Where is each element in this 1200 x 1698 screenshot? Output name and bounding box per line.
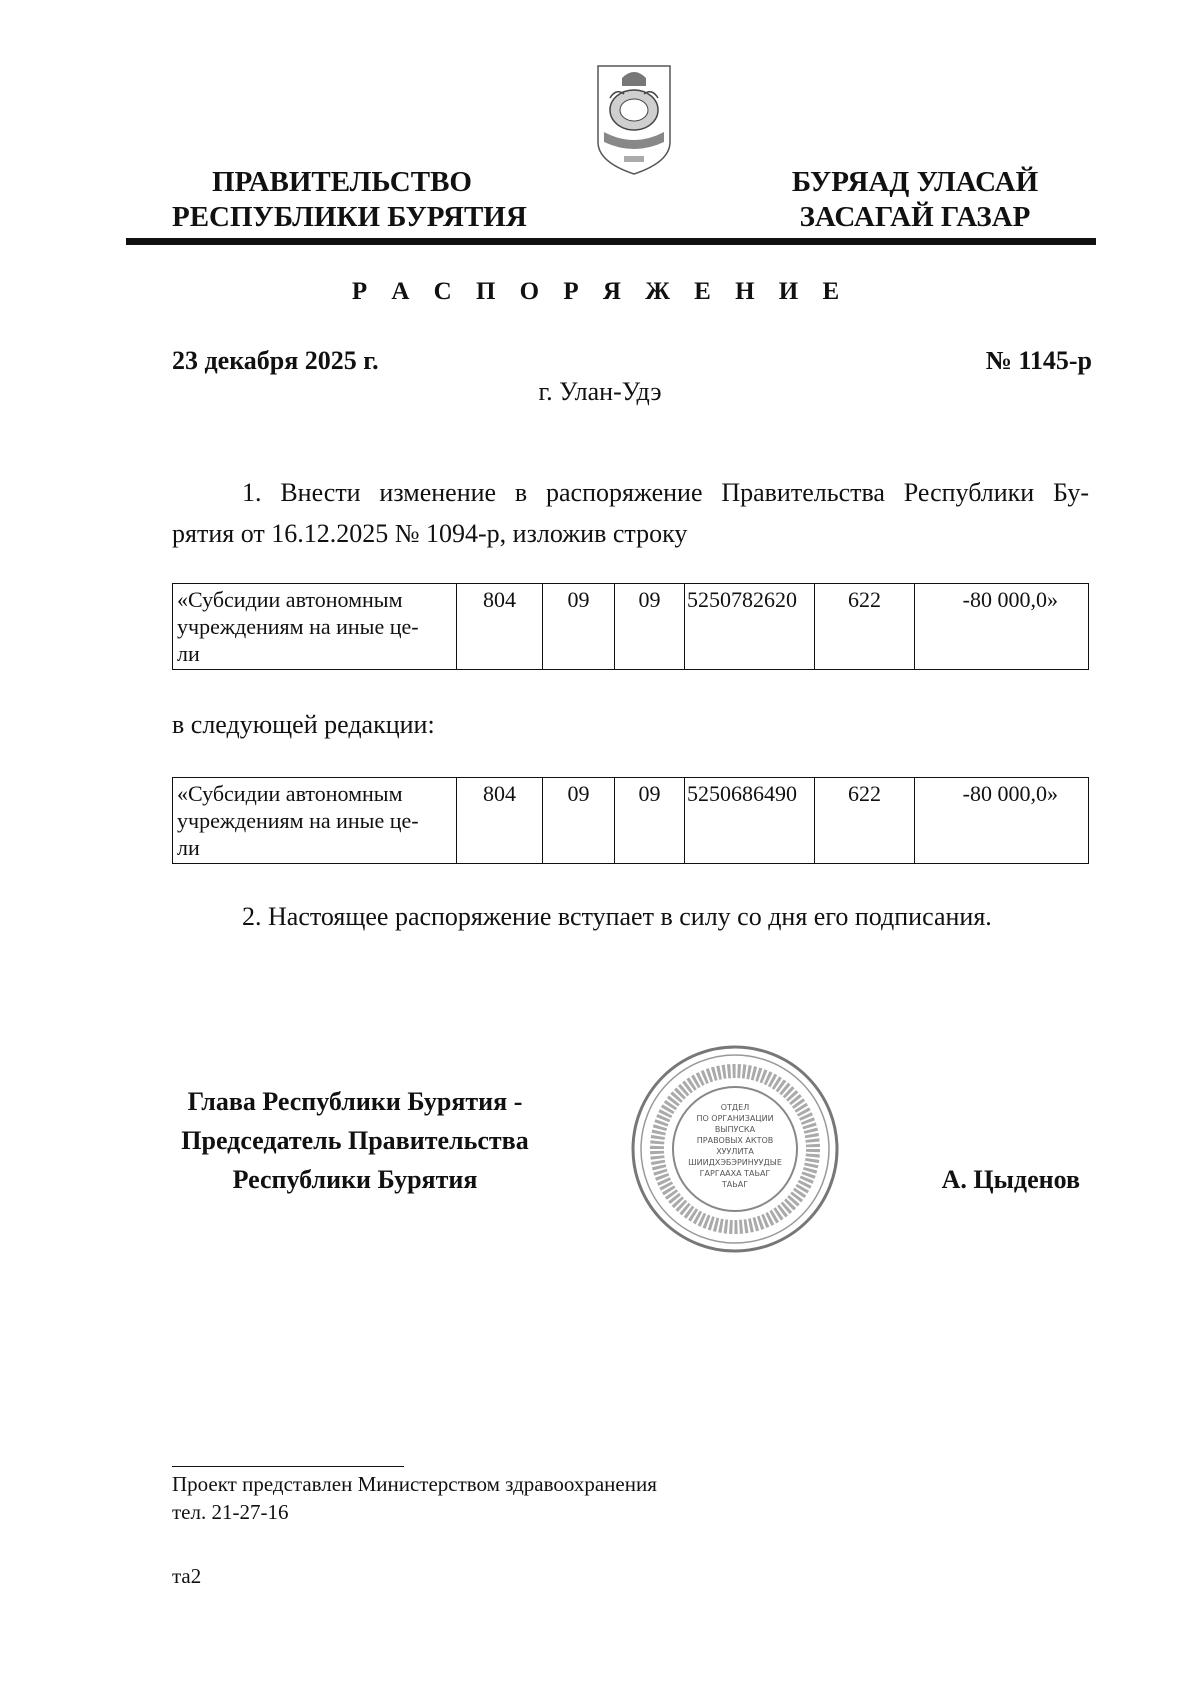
footer-line2: тел. 21-27-16 (172, 1500, 289, 1524)
seal-text-line: ОТДЕЛ (720, 1103, 750, 1112)
footnote-rule (172, 1466, 404, 1467)
table-cell-name-line1: «Субсидии автономным (177, 781, 403, 806)
document-date: 23 декабря 2025 г. (172, 346, 379, 375)
table-cell-name-line3: ли (177, 835, 200, 860)
paragraph-1-line1: 1. Внести изменение в распоряжение Правительства Республики Бу- (242, 478, 1089, 507)
table-cell-name (173, 584, 457, 670)
seal-text-line: ХУУЛИТА (716, 1147, 754, 1156)
table-cell-amount: -80 000,0» (915, 778, 1089, 864)
table-cell-name-line2: учреждениям на иные це- (177, 808, 419, 833)
document-city: г. Улан-Удэ (538, 377, 662, 406)
header-left-title (172, 165, 527, 235)
signatory-line1: Глава Республики Бурятия - (187, 1087, 523, 1116)
table-old-row (172, 583, 1089, 670)
table-cell-ministry-code: 804 (457, 584, 543, 670)
header-left-line1: ПРАВИТЕЛЬСТВО (212, 166, 472, 198)
table-cell-section: 09 (543, 778, 615, 864)
table-cell-amount: -80 000,0» (915, 584, 1089, 670)
transition-text: в следующей редакции: (172, 710, 435, 739)
paragraph-2: 2. Настоящее распоряжение вступает в силу со дня его подписания. (242, 902, 992, 931)
table-cell-section: 09 (543, 584, 615, 670)
signatory-name: А. Цыденов (941, 1165, 1080, 1194)
seal-text-line: ПРАВОВЫХ АКТОВ (696, 1136, 774, 1145)
table-cell-expense-type: 622 (815, 584, 915, 670)
table-cell-name (173, 778, 457, 864)
document-type-title: Р А С П О Р Я Ж Е Н И Е (351, 278, 849, 305)
table-cell-ministry-code: 804 (457, 778, 543, 864)
table-cell-name-line3: ли (177, 641, 200, 666)
table-cell-subsection: 09 (615, 584, 685, 670)
seal-text-line: ГАРГААХА ТАЬАГ (699, 1169, 771, 1178)
header-right-line1: БУРЯАД УЛАСАЙ (791, 166, 1039, 198)
table-cell-name-line2: учреждениям на иные це- (177, 614, 419, 639)
table-cell-target-code: 5250686490 (685, 778, 815, 864)
seal-text-line: ВЫПУСКА (714, 1125, 756, 1134)
signatory-line3: Республики Бурятия (232, 1165, 478, 1194)
header-right-line2: ЗАСАГАЙ ГАЗАР (799, 201, 1031, 233)
signatory-line2: Председатель Правительства (181, 1126, 529, 1155)
table-row (173, 778, 1089, 864)
header-left-line2: РЕСПУБЛИКИ БУРЯТИЯ (172, 201, 527, 233)
table-cell-expense-type: 622 (815, 778, 915, 864)
seal-text-line: ШИИДХЭБЭРИНУУДЫЕ (688, 1158, 782, 1167)
footer-note (172, 1470, 657, 1526)
table-cell-subsection: 09 (615, 778, 685, 864)
seal-center-text (675, 1102, 795, 1190)
footer-code: та2 (172, 1564, 202, 1588)
table-row (173, 584, 1089, 670)
document-number: № 1145-р (985, 346, 1092, 375)
paragraph-1-line2: рятия от 16.12.2025 № 1094-р, изложив строку (172, 519, 688, 548)
header-right-title (770, 165, 1060, 235)
table-cell-name-line1: «Субсидии автономным (177, 587, 403, 612)
seal-text-line: ТАЬАГ (721, 1180, 749, 1189)
seal-text-line: ПО ОРГАНИЗАЦИИ (696, 1114, 774, 1123)
table-cell-target-code: 5250782620 (685, 584, 815, 670)
header-rule (126, 238, 1096, 245)
official-seal-stamp (630, 1044, 840, 1254)
coat-of-arms-emblem (594, 58, 674, 178)
signatory-position (160, 1082, 550, 1199)
table-new-row (172, 777, 1089, 864)
footer-line1: Проект представлен Министерством здравоохранения (172, 1472, 657, 1496)
paragraph-1 (172, 472, 1089, 554)
